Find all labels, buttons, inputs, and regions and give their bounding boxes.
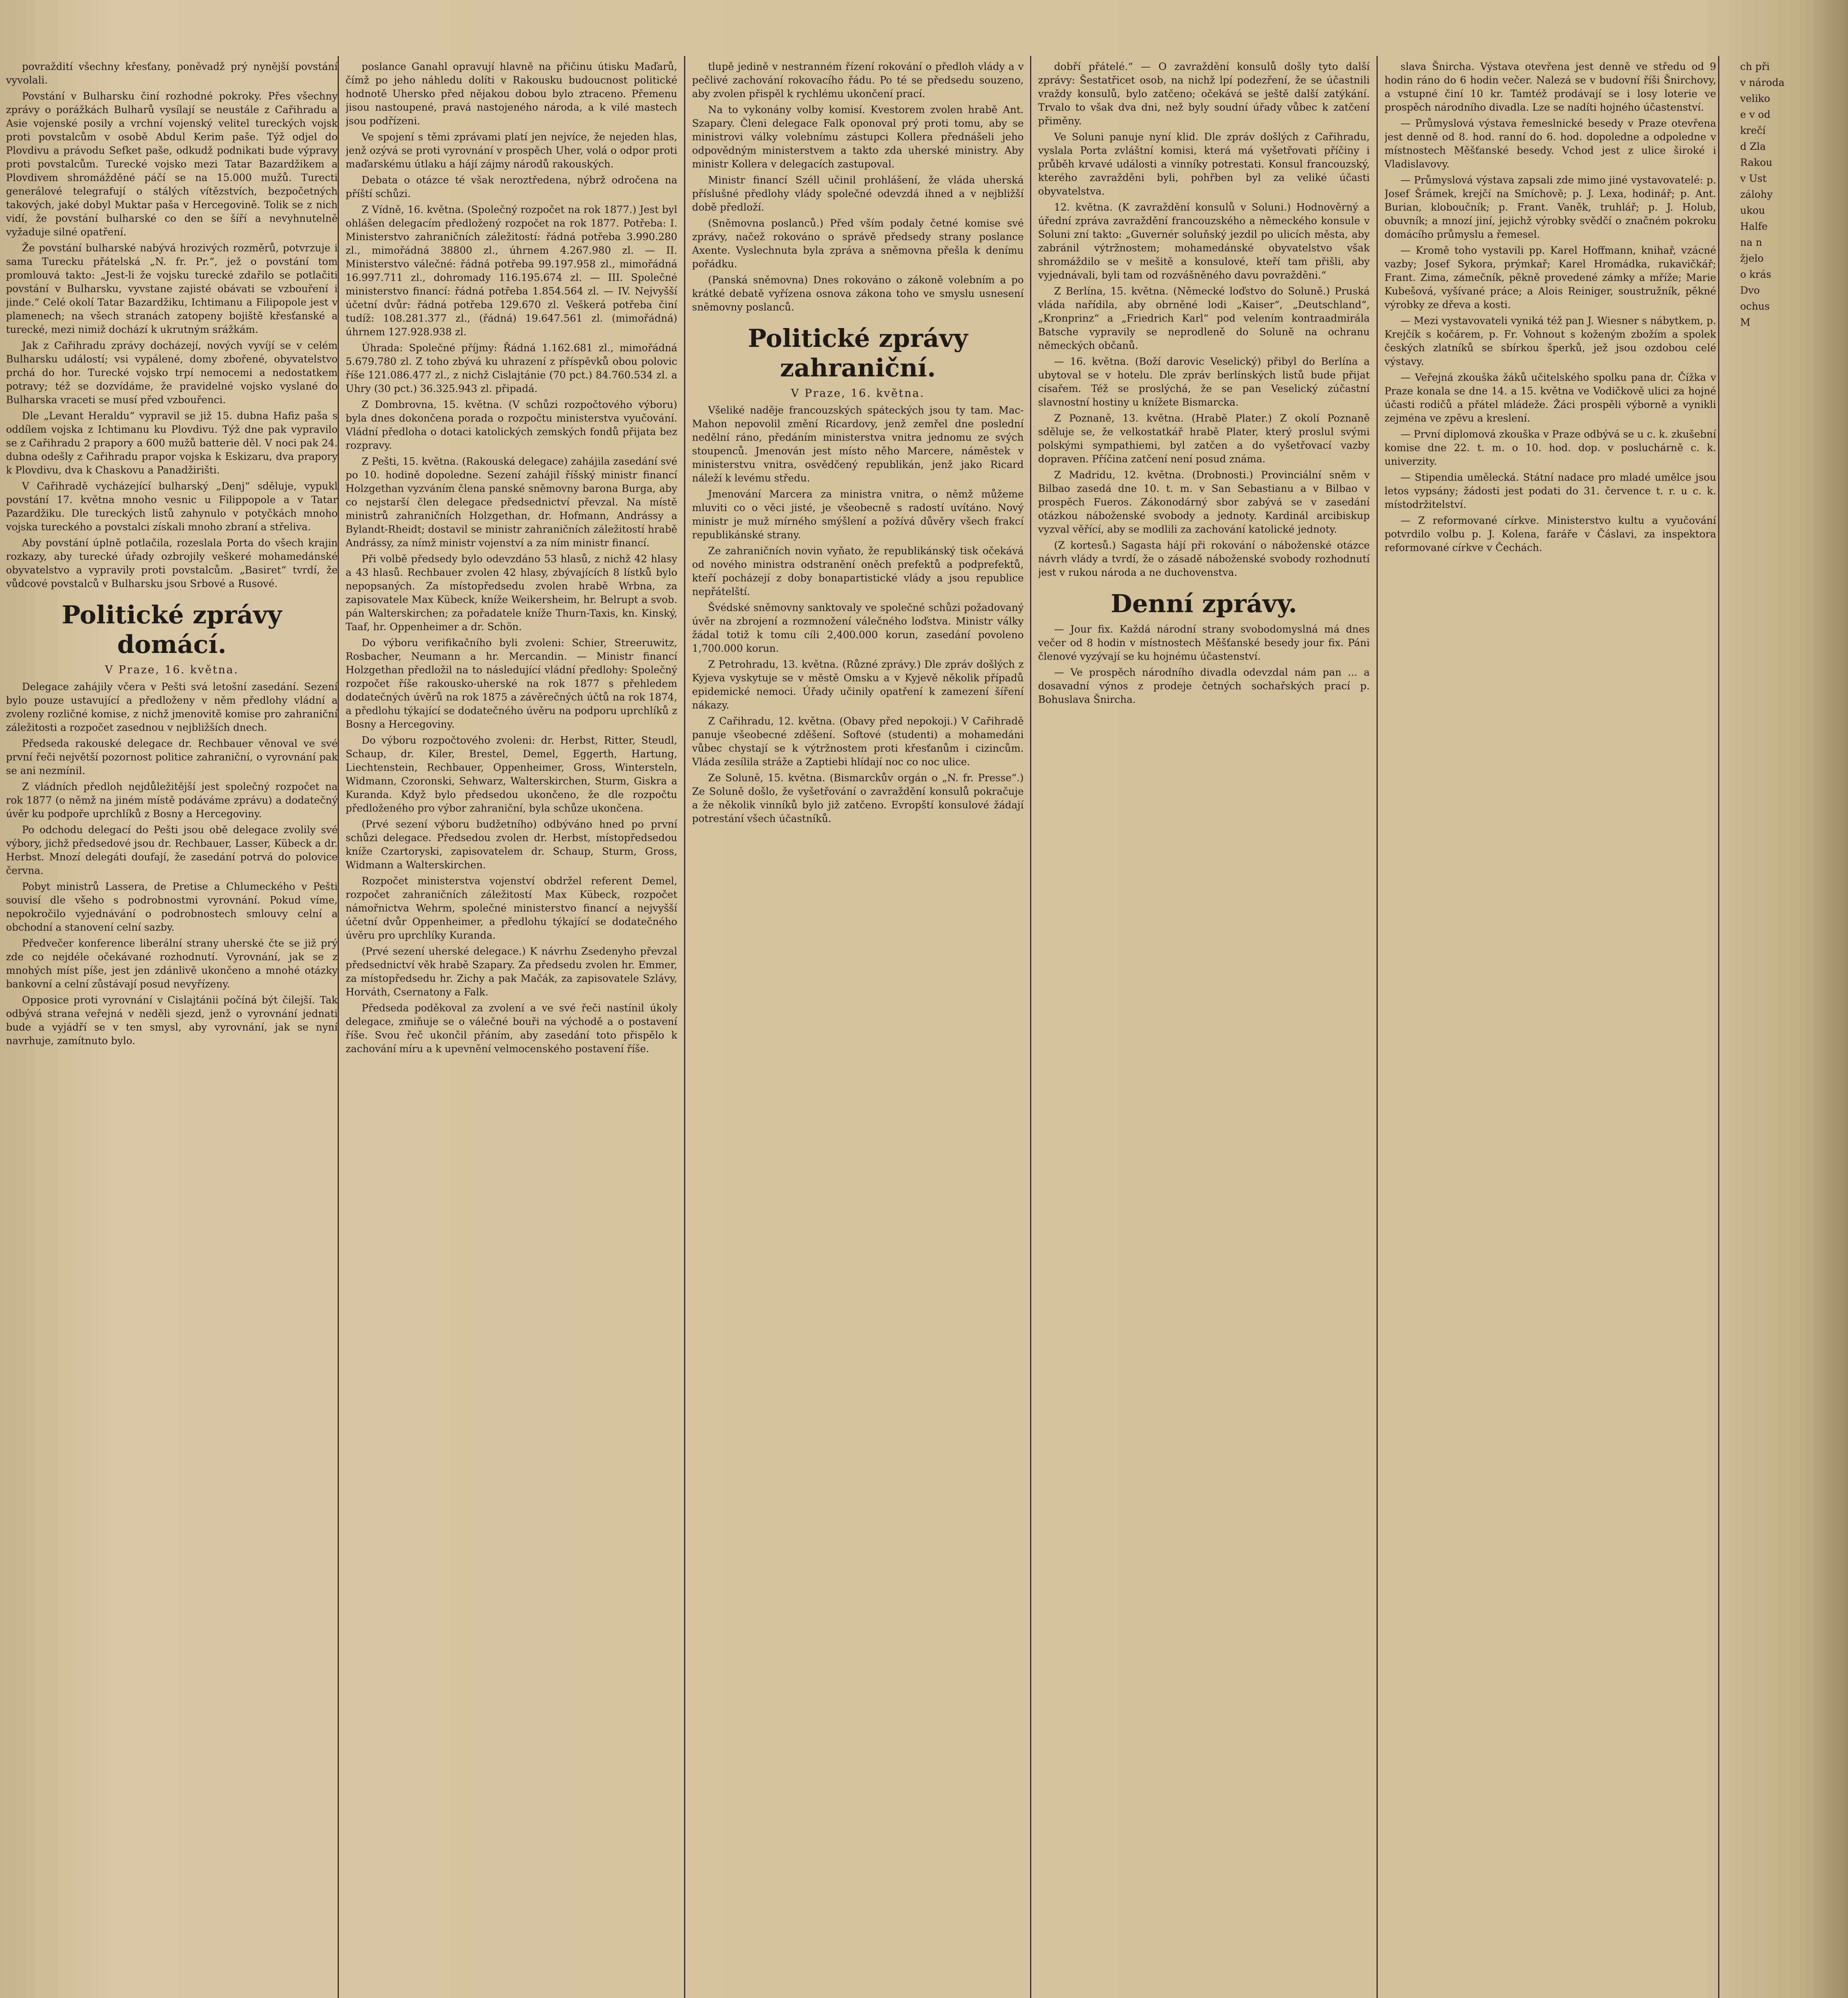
paragraph: — Ve prospěch národního divadla odevzdal nám pan ... a dosavadní výnos z prodeje četných sochařských prací p. Bohuslava Šnircha.: [1038, 667, 1370, 705]
paragraph: Úhrada: Společné příjmy: Řádná 1.162.681 zl., mimořádná 5.679.780 zl. Z toho zbývá ku uhrazení z příspěvků obou polovic říše 121.086.477 zl., z nichž Cislajtánie (70 pct.) 84.760.534 zl. a Uhry (30 pct.) 36.325.943 zl. připadá.: [346, 342, 677, 394]
paragraph: Že povstání bulharské nabývá hrozivých rozměrů, potvrzuje i sama Turecku přátelská „N. fr. Pr.“, jež o povstání tom promlouvá takto: „Jest-li že vojsku turecké zdařilo se potlačiti povstání v Bulharsku, vyvstane zajisté obávati se vzbouření i jinde.“ Celé okolí Tatar Bazardžiku, Ichtimanu a Filipopole jest v plamenech; na všech stranách zatopeny bojiště křesťanské a turecké, mezi nimiž dochází k ukrutným srážkám.: [6, 242, 338, 335]
paragraph: poslance Ganahl opravují hlavně na přičinu útisku Maďarů, čímž po jeho náhledu dolíti v Rakousku budoucnost politické hodnotě Uhersko před nějakou dobou bylo ztraceno. Přemenu jisou nastoupené, pravá nastojeného národa, a k vilé mastech jsou podřízeni.: [346, 61, 677, 127]
edge-fragment: ukou: [1740, 205, 1765, 216]
page-edge: [1804, 0, 1848, 1998]
paragraph: Pobyt ministrů Lassera, de Pretise a Chlumeckého v Pešti souvisí dle všeho s podrobnostmi vyrovnání. Pokud víme, nepokročilo vyjednávání o podrobnostech smlouvy celní a obchodní a stanovení celní sazby.: [6, 881, 338, 933]
paragraph: — Kromě toho vystavili pp. Karel Hoffmann, knihař, vzácné vazby; Josef Sykora, prýmkař; Karel Hromádka, rukavičkář; Frant. Zima, zámečník, pěkně provedené zámky a mříže; Marie Kubešová, vyšívané práce; a Alois Reiniger, soustružník, pěkné výrobky ze dřeva a kosti.: [1385, 245, 1716, 310]
paragraph: Z Poznaně, 13. května. (Hrabě Plater.) Z okolí Poznaně sděluje se, že velkostatkář hrabě Plater, který proslul svými polskými sympathiemi, byl zatčen a do vyšetřovací vazby dopraven. Příčina zatčení není posud známa.: [1038, 412, 1370, 465]
column-2: [346, 60, 677, 1998]
edge-fragment: Rakou: [1740, 157, 1772, 168]
column-rule: [684, 56, 685, 1998]
paragraph: V Cařihradě vycházející bulharský „Denj“ sděluje, vypukl povstání 17. května mnoho vesnic u Filippopole a v Tatar Pazardžiku. Dle tureckých listů zahynulo v potyčkách mnoho vojska tureckého a povstalci získali mnoho zbraní a střeliva.: [6, 480, 338, 533]
edge-fragment: Halfe: [1740, 221, 1768, 232]
column-4: [1038, 60, 1370, 1998]
paragraph: Ve Soluni panuje nyní klid. Dle zpráv došlých z Cařihradu, vyslala Porta zvláštní komisi, která má vyšetřovati příčiny i průběh krvavé události a vinníky potrestati. Konsul francouzský, kterého zavražděni byli, pohřben byl za veliké účasti obyvatelstva.: [1038, 131, 1370, 197]
paragraph: Předseda poděkoval za zvolení a ve své řeči nastínil úkoly delegace, zmiňuje se o válečné bouři na východě a o postavení říše. Svou řeč ukončil přáním, aby zasedání toto přispělo k zachování míru a k upevnění velmocenského postavení říše.: [346, 1002, 677, 1055]
paragraph: (Prvé sezení výboru budžetního) odbýváno hned po první schůzi delegace. Předsedou zvolen dr. Herbst, místopředsedou kníže Czartoryski, zapisovatelem dr. Schaup, Sturm, Gross, Widmann a Walterskirchen.: [346, 818, 677, 871]
column-1: [6, 60, 338, 1998]
paragraph: — První diplomová zkouška v Praze odbývá se u c. k. zkušební komise dne 22. t. m. o 10. hod. dop. v posluchárně c. k. univerzity.: [1385, 428, 1716, 467]
edge-fragment: v národa: [1740, 77, 1784, 88]
paragraph: Povstání v Bulharsku činí rozhodné pokroky. Přes všechny zprávy o porážkách Bulharů vysílají se neustále z Cařihradu a Asie vojenské posily a vrchní vojenský velitel tureckých vojsk proti povstalcům v osobě Abdul Kerim paše. Týž odjel do Plovdivu a právodu Sefket paše, odkudž podnikati bude výpravy proti povstalcům. Turecké vojsko mezi Tatar Bazardžikem a Plovdivem shromážděné páčí se na 15.000 mužů. Turecti generálové telegrafují o stálých vítězstvích, bezpočetných takových, jaké dobyl Muktar paša v Hercegovině. Tolik se z nich vidí, že povstání bulharské co den se šíří a nevyhnutelně vyžaduje silné opatření.: [6, 90, 338, 238]
paragraph: Rozpočet ministerstva vojenství obdržel referent Demel, rozpočet zahraničních záležitostí Max Kübeck, rozpočet námořnictva Wehrm, společné ministerstvo financí a nejvyšší účetní dvůr Oppenheimer, a předlohu týkající se dodatečného úvěru pro uprchlíky Kuranda.: [346, 875, 677, 941]
edge-column: [1724, 60, 1796, 1998]
paragraph: — Průmyslová výstava zapsali zde mimo jiné vystavovatelé: p. Josef Šrámek, krejčí na Smíchově; p. J. Lexa, hodinář; p. Ant. Burian, kloboučník; p. Frant. Vaněk, truhlář; p. J. Holub, obuvník; a mnozí jiní, jejichž výrobky svědčí o značném pokroku domácího průmyslu a řemesel.: [1385, 174, 1716, 240]
paragraph: Po odchodu delegací do Pešti jsou obě delegace zvolily své výbory, jichž předsedové jsou dr. Rechbauer, Lasser, Kübeck a dr. Herbst. Mnozí delegáti doufají, že zasedání potrvá do polovice června.: [6, 824, 338, 876]
paragraph: Na to vykonány volby komisí. Kvestorem zvolen hrabě Ant. Szapary. Členi delegace Falk oponoval prý proti tomu, aby se ministrovi války volebnímu zástupci Kollera přednášeli jeho odpovědným ministerstvem a takto zda uherské ministry. Aby ministr Kollera v delegacích zastupoval.: [692, 104, 1024, 170]
section-title: Politické zprávy domácí.: [62, 600, 282, 659]
paragraph: — Z reformované církve. Ministerstvo kultu a vyučování potvrdilo volbu p. J. Kolena, faráře v Čáslavi, za inspektora reformované církve v Čechách.: [1385, 515, 1716, 553]
edge-fragment: žjelo: [1740, 253, 1764, 264]
paragraph: Z vládních předloh nejdůležitější jest společný rozpočet na rok 1877 (o němž na jiném místě podáváme zprávu) a dodatečný úvěr ku podpoře uprchlíků z Bosny a Hercegoviny.: [6, 781, 338, 820]
column-5: [1385, 60, 1716, 1998]
section-title: Denní zprávy.: [1110, 589, 1297, 618]
paragraph: Z Pešti, 15. května. (Rakouská delegace) zahájila zasedání své po 10. hodině dopoledne. Sezení zahájil říšský ministr financí Holzgethan vyzváním člena panské sněmovny barona Burga, aby co nejstarší člen delegace předsednictví převzal. Na místě ministrů zahraničních Holzgethan, dr. Hofmann, Andrássy a Bylandt-Rheidt; dostavil se ministr zahraničních záležitostí hrabě Andrássy, za nímž ministr vojenství a za ním ministr financí.: [346, 456, 677, 549]
edge-fragment: v Ust: [1740, 173, 1767, 184]
paragraph: Z Cařihradu, 12. května. (Obavy před nepokoji.) V Cařihradě panuje všeobecné zděšení. Softové (studenti) a mohamedáni vůbec chystají se k výtržnostem proti křesťanům i cizincům. Vláda zesílila stráže a Zaptiebi hlídají noc co noc ulice.: [692, 715, 1024, 768]
paragraph: — Veřejná zkouška žáků učitelského spolku pana dr. Čížka v Praze konala se dne 14. a 15. května ve Vodičkově ulici za hojné účasti rodičů a přátel mládeže. Žáci prospěli výborně a vynikli zejména ve zpěvu a kreslení.: [1385, 372, 1716, 424]
paragraph: Do výboru rozpočtového zvoleni: dr. Herbst, Ritter, Steudl, Schaup, dr. Kiler, Brestel, Demel, Eggerth, Hartung, Liechtenstein, Rechbauer, Oppenheimer, Gross, Wintersteln, Widmann, Czoronski, Sehwarz, Walterskirchen, Sturm, Giskra a Kuranda. Když bylo předsedou ukončeno, že dle rozpočtu předloženého pro výbor zahraniční, byla schůze ukončena.: [346, 734, 677, 814]
paragraph: (Z kortesů.) Sagasta hájí při rokování o náboženské otázce návrh vlády a tvrdí, že o zásadě náboženské svobody rozhodnutí jest v rukou národa a ne duchovenstva.: [1038, 539, 1370, 578]
paragraph: Delegace zahájily včera v Pešti svá letošní zasedání. Sezení bylo pouze ustavující a předloženy v něm předlohy vládní a zvoleny rozličné komise, z nichž jmenovitě komise pro zahraniční záležitosti a rozpočet zasednou v nejbližších dnech.: [6, 681, 338, 733]
paragraph: Aby povstání úplně potlačila, rozeslala Porta do všech krajin rozkazy, aby turecké úřady ozbrojily veškeré mohamedánské obyvatelstvo a vypravily proti povstalcům. „Basiret“ tvrdí, že vůdcové povstalců v Bulharsku jsou Srbové a Rusové.: [6, 537, 338, 589]
section-title: Politické zprávy zahraniční.: [748, 324, 968, 382]
paragraph: (Prvé sezení uherské delegace.) K návrhu Zsedenyho převzal předsednictví věk hrabě Szapary. Za předsedu zvolen hr. Emmer, za místopředsedu hr. Zichy a pak Mačák, za zapisovatele Szlávy, Horváth, Csernatony a Falk.: [346, 945, 677, 998]
paragraph: 12. května. (K zavraždění konsulů v Soluni.) Hodnověrný a úřední zpráva zavraždění francouzského a německého konsule v Soluni zní takto: „Guvernér soluňský jezdil po ulicích města, aby zabránil výtržnostem; mohamedánské obyvatelstvo však shromáždilo se v mešitě a konsulové, kteří tam přišli, aby vyjednávali, byli tam od rozvášněného davu povražděni.“: [1038, 201, 1370, 281]
paragraph: — Jour fix. Každá národní strany svobodomyslná má dnes večer od 8 hodin v místnostech Měšťanské besedy jour fix. Páni členové vyzývají se ku hojnému účastenství.: [1038, 623, 1370, 662]
paragraph: dobří přátelé.“ — O zavraždění konsulů došly tyto další zprávy: Šestatřicet osob, na nichž lpí podezření, že se účastnili vraždy konsulů, bylo zatčeno; očekává se ještě další zatýkání. Trvalo to však dva dni, než byly soudní úřady vůbec k zatčení přiměny.: [1038, 61, 1370, 127]
paragraph: tlupě jedině v nestranném řízení rokování o předloh vlády a v pečlivé zachování rokovacího řádu. Po té se předsedu souzeno, aby zvolen přispěl k rychlému ukončení prací.: [692, 61, 1024, 100]
paragraph: Ministr financí Széll učinil prohlášení, že vláda uherská příslušné předlohy vlády společné odevzdá ihned a v nejbližší době předloží.: [692, 174, 1024, 213]
paragraph: Dle „Levant Heraldu“ vypravil se již 15. dubna Hafiz paša s oddílem vojska z Ichtimanu ku Plovdivu. Týž dne pak vypravilo se z Cařihradu 2 prapory a 600 mužů batterie děl. V noci pak 24. dubna odešly z Cařihradu prapor vojska k Eskizaru, dva prapory k Plovdivu, dva k Chaskovu a Panadžirišti.: [6, 410, 338, 476]
paragraph: Švédské sněmovny sanktovaly ve společné schůzi požadovaný úvěr na zbrojení a rozmnožení válečného loďstva. Ministr války žádal totiž k tomu cíli 2,400.000 korun, zasedání povoleno 1,700.000 korun.: [692, 602, 1024, 654]
paragraph: povraždití všechny křesťany, poněvadž prý nynější povstání vyvolali.: [6, 61, 338, 86]
paragraph: slava Šnircha. Výstava otevřena jest denně ve středu od 9 hodin ráno do 6 hodin večer. Nalezá se v budovní říši Šnirchovy, a vstupné činí 10 kr. Tamtéž prodávají se i losy loterie ve prospěch národního divadla. Lze se nadíti hojného účastenství.: [1385, 61, 1716, 113]
paragraph: Předseda rakouské delegace dr. Rechbauer věnoval ve své první řeči největší pozornost politice zahraniční, o vyrovnání pak se ani nezmínil.: [6, 738, 338, 776]
paragraph: Z Madridu, 12. května. (Drobnosti.) Provinciální sněm v Bilbao zasedá dne 10. t. m. v San Sebastianu a v Bilbao v prospěch Fueros. Zákonodárný sbor zabývá se v zasedání otázkou náboženské svobody a jednoty. Kardinál arcibiskup vyzval věřící, aby se modlili za zachování katolické jednoty.: [1038, 469, 1370, 535]
edge-fragment: o krás: [1740, 269, 1771, 280]
edge-fragment: veliko: [1740, 93, 1770, 104]
paragraph: — Průmyslová výstava řemeslnické besedy v Praze otevřena jest denně od 8. hod. ranní do 6. hod. dopoledne a odpoledne v místnostech Měšťanské besedy. Vchod jest z ulice široké i Vladislavovy.: [1385, 117, 1716, 170]
paragraph: Z Dombrovna, 15. května. (V schůzi rozpočtového výboru) byla dnes dokončena porada o rozpočtu ministerstva vyučování. Vládní předloha o dotaci katolických zemských fondů přijata bez rozpravy.: [346, 399, 677, 451]
dateline: V Praze, 16. května.: [105, 664, 239, 676]
column-rule: [1718, 56, 1719, 1998]
paragraph: Ve spojení s těmi zprávami platí jen nejvíce, že nejeden hlas, jenž ozývá se proti vyrovnání v prospěch Uher, volá o odpor proti maďarskému útlaku a hájí zájmy národů rakouských.: [346, 131, 677, 170]
edge-fragment: krečí: [1740, 125, 1766, 136]
paragraph: (Panská sněmovna) Dnes rokováno o zákoně volebním a po krátké debatě vyřízena osnova zákona toho ve smyslu usnesení sněmovny poslanců.: [692, 274, 1024, 313]
paragraph: Ze Soluně, 15. května. (Bismarckův orgán o „N. fr. Presse“.) Ze Soluně došlo, že vyšetřování o zavraždění konsulů pokračuje a že několik vinníků bylo již zatčeno. Evropští konsulové žádají potrestání všech účastníků.: [692, 772, 1024, 824]
paragraph: Do výboru verifikačního byli zvoleni: Schier, Streeruwitz, Rosbacher, Neumann a hr. Mercandin. — Ministr financí Holzgethan předložil na to následující vládní předlohy: Společný rozpočet říše rakousko-uherské na rok 1877 s přehledem dodatečných úvěrů na rok 1875 a závěrečných účtů na rok 1874, a předlohu týkající se dodatečného úvěru na podporu uprchlíků z Bosny a Hercegoviny.: [346, 637, 677, 730]
paragraph: Z Petrohradu, 13. května. (Různé zprávy.) Dle zpráv došlých z Kyjeva vyskytuje se v městě Omsku a v Kyjevě několik případů epidemické nemoci. Úřady učinily opatření k zamezení šíření nákazy.: [692, 659, 1024, 711]
paragraph: — Mezi vystavovateli vyniká též pan J. Wiesner s nábytkem, p. Krejčík s kočárem, p. Fr. Vohnout s koženým zbožím a spolek českých zlatníků se sbírkou šperků, jež jsou ozdobou celé výstavy.: [1385, 315, 1716, 367]
column-rule: [1377, 56, 1378, 1998]
paragraph: — Stipendia umělecká. Státní nadace pro mladé umělce jsou letos vypsány; žádosti jest podati do 31. července t. r. u c. k. místodržitelství.: [1385, 472, 1716, 510]
edge-fragment: d Zla: [1740, 141, 1766, 152]
column-rule: [1030, 56, 1031, 1998]
paragraph: Z Berlína, 15. května. (Německé loďstvo do Soluně.) Pruská vláda nařídila, aby obrněné lodi „Kaiser“, „Deutschland“, „Kronprinz“ a „Friedrich Karl“ pod velením kontraadmirála Batsche vypravily se neprodleně do Soluně na ochranu německých občanů.: [1038, 285, 1370, 351]
paragraph: — 16. května. (Boží darovic Veselický) přibyl do Berlína a ubytoval se v hotelu. Dle zpráv berlínských listů bude přijat císařem. Též se proslýchá, že se pan Veselický zúčastní slavnostní hostiny u knížete Bismarcka.: [1038, 356, 1370, 408]
paragraph: Jak z Cařihradu zprávy docházejí, nových vyvíjí se v celém Bulharsku událostí; vsi vypálené, domy zbořené, obyvatelstvo prchá do hor. Turecké vojsko trpí nemocemi a nedostatkem potravy; též se dozvídáme, že pravidelné vojsko vyslané do Bulharska vraceti se musí před vzbouřenci.: [6, 340, 338, 406]
edge-fragment: ch při: [1740, 61, 1770, 72]
edge-fragment: Dvo: [1740, 285, 1760, 296]
edge-fragment: na n: [1740, 237, 1762, 248]
edge-fragment: M: [1740, 316, 1751, 328]
edge-fragment: zálohy: [1740, 189, 1773, 200]
paragraph: Z Vídně, 16. května. (Společný rozpočet na rok 1877.) Jest byl ohlášen delegacím předložený rozpočet na rok 1877. Potřeba: I. Ministerstvo zahraničních záležitostí: řádná potřeba 3.990.280 zl., mimořádná 38800 zl., úhrnem 4.267.980 zl. — II. Ministerstvo válečné: řádná potřeba 99.197.958 zl., mimořádná 16.997.711 zl., dohromady 116.195.674 zl. — III. Společné ministerstvo financí: řádná potřeba 1.854.564 zl. — IV. Nejvyšší účetní dvůr: řádná potřeba 129.670 zl. Veškerá potřeba činí tudíž: 108.281.377 zl., (řádná) 19.647.561 zl. (mimořádná) úhrnem 127.928.938 zl.: [346, 204, 677, 338]
edge-fragment: ochus: [1740, 300, 1770, 312]
column-rule: [338, 56, 339, 1998]
paragraph: Debata o otázce té však neroztředena, nýbrž odročena na příští schůzi.: [346, 174, 677, 199]
paragraph: (Sněmovna poslanců.) Před vším podaly četné komise své zprávy, načež rokováno o správě předsedy strany poslance Axente. Vyslechnuta byla zpráva a sněmovna přešla k denímu pořádku.: [692, 217, 1024, 270]
paragraph: Při volbě předsedy bylo odevzdáno 53 hlasů, z nichž 42 hlasy a 43 hlasů. Rechbauer zvolen 42 hlasy, zbývajících 8 lístků bylo nepopsaných. Za místopředsedu zvolen hrabě Wrbna, za zapisovatele Max Kübeck, kníže Weikersheim, hr. Belrupt a svob. pán Walterskirchen; za pořadatele kníže Thurn-Taxis, kn. Kinský, Taaf, hr. Oppenheimer a dr. Schön.: [346, 553, 677, 633]
paragraph: Opposice proti vyrovnání v Cislajtánii počíná být čilejší. Tak odbývá strana veřejná v neděli sjezd, jenž o vyrovnání jednati bude a vyjádří se v ten smysl, aby vyrovnání, jak se nyní navrhuje, zamítnuto bylo.: [6, 994, 338, 1047]
paragraph: Jmenování Marcera za ministra vnitra, o němž můžeme mluviti co o věci jisté, je všeobecně s radostí uvítáno. Nový ministr je muž mírného smýšlení a požívá důvěry všech frakcí republikánské strany.: [692, 488, 1024, 541]
paragraph: Předvečer konference liberální strany uherské čte se již prý zde co nejdéle očekávané rozhodnutí. Vyrovnání, jak se z mnohých míst píše, jest jen zdánlivě ukončeno a mnohé otázky bankovní a celní zůstávají posud nevyřízeny.: [6, 937, 338, 990]
dateline: V Praze, 16. května.: [791, 387, 925, 400]
edge-fragment: e v od: [1740, 109, 1770, 120]
paragraph: Všeliké naděje francouzských spáteckých jsou ty tam. Mac-Mahon nepovolil změní Ricardovy, jenž zemřel dne poslední nedělní ráno, předáním ministerstva vnitra jednomu ze svých stoupenců. Jmenován jest místo něho Marcere, náměstek v ministerstvu vnitra, osvědčený republikán, jenž jako Ricard náleží k levému středu.: [692, 404, 1024, 484]
column-3: [692, 60, 1024, 1998]
paragraph: Ze zahraničních novin vyňato, že republikánský tisk očekává od nového ministra odstranění oněch prefektů a podprefektů, kteří pocházejí z doby bonapartistické vlády a jsou republice nepřátelští.: [692, 545, 1024, 597]
